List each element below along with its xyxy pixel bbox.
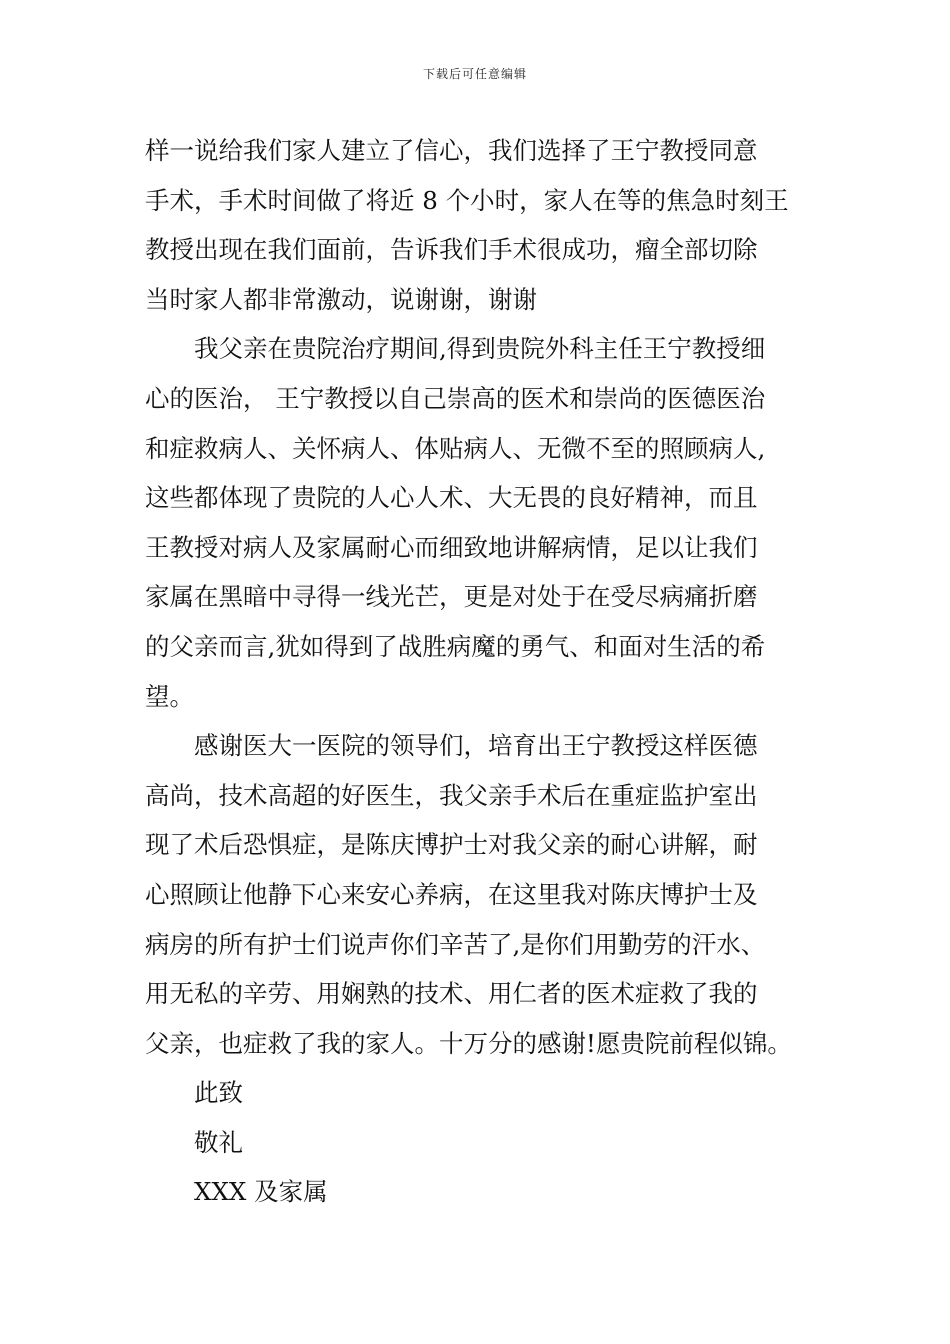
paragraph-1 — [145, 126, 809, 324]
text-line: 高尚，技术高超的好医生，我父亲手术后在重症监护室出 — [145, 780, 758, 810]
closing — [145, 1068, 809, 1217]
text-line: 的父亲而言,犹如得到了战胜病魔的勇气、和面对生活的希 — [145, 631, 766, 661]
text-line: 望。 — [145, 681, 194, 711]
signature: XXX 及家属 — [194, 1177, 328, 1207]
text-line: 病房的所有护士们说声你们辛苦了,是你们用勤劳的汗水、 — [145, 929, 766, 959]
letter-body — [145, 126, 809, 1217]
paragraph-3 — [145, 721, 809, 1068]
text-line: 心的医治， 王宁教授以自己崇高的医术和崇尚的医德医治 — [145, 383, 766, 413]
text-line: 现了术后恐惧症，是陈庆博护士对我父亲的耐心讲解，耐 — [145, 830, 758, 860]
text-line: 当时家人都非常激动，说谢谢，谢谢 — [145, 284, 537, 314]
paragraph-2 — [145, 324, 809, 721]
text-line: 家属在黑暗中寻得一线光芒，更是对处于在受尽病痛折磨 — [145, 582, 758, 612]
text-line: 用无私的辛劳、用娴熟的技术、用仁者的医术症救了我的 — [145, 979, 758, 1009]
text-line: 教授出现在我们面前，告诉我们手术很成功，瘤全部切除 — [145, 235, 758, 265]
text-line: 这些都体现了贵院的人心人术、大无畏的良好精神，而且 — [145, 483, 758, 513]
text-line: 和症救病人、关怀病人、体贴病人、无微不至的照顾病人, — [145, 433, 766, 463]
text-line: 父亲，也症救了我的家人。十万分的感谢!愿贵院前程似锦。 — [145, 1028, 792, 1058]
text-line: 手术，手术时间做了将近 8 个小时，家人在等的焦急时刻王 — [145, 185, 789, 215]
text-line: 感谢医大一医院的领导们，培育出王宁教授这样医德 — [194, 731, 758, 761]
closing-regards: 敬礼 — [194, 1127, 243, 1157]
text-line: 心照顾让他静下心来安心养病，在这里我对陈庆博护士及 — [145, 879, 758, 909]
text-line: 我父亲在贵院治疗期间,得到贵院外科主任王宁教授细 — [194, 334, 766, 364]
text-line: 样一说给我们家人建立了信心，我们选择了王宁教授同意 — [145, 136, 758, 165]
page-header: 下载后可任意编辑 — [422, 67, 527, 81]
closing-salutation: 此致 — [194, 1078, 243, 1108]
text-line: 王教授对病人及家属耐心而细致地讲解病情，足以让我们 — [145, 532, 758, 562]
